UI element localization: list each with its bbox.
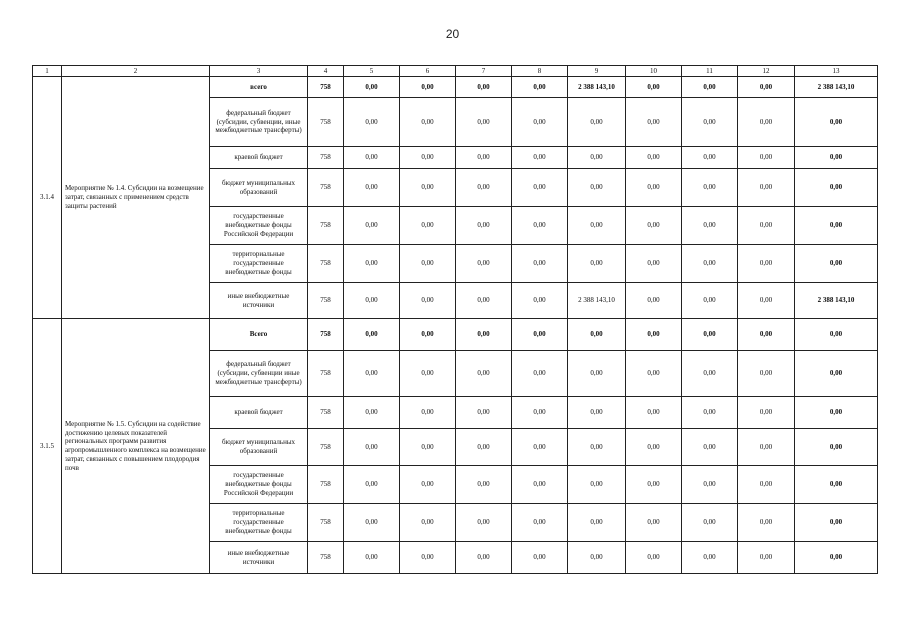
event-description: Мероприятие № 1.4. Субсидии на возмещение затрат, связанных с применением средств защиты растений xyxy=(62,77,210,319)
column-header-row xyxy=(33,66,878,77)
amount-cell: 0,00 xyxy=(400,542,456,574)
amount-cell: 0,00 xyxy=(738,207,795,245)
amount-cell: 0,00 xyxy=(344,98,400,147)
amount-cell: 0,00 xyxy=(795,397,878,429)
amount-cell: 0,00 xyxy=(738,542,795,574)
amount-cell: 0,00 xyxy=(795,98,878,147)
code-cell: 758 xyxy=(308,283,344,319)
code-cell: 758 xyxy=(308,429,344,466)
amount-cell: 0,00 xyxy=(456,542,512,574)
code-cell: 758 xyxy=(308,245,344,283)
column-header: 6 xyxy=(400,66,456,77)
amount-cell: 0,00 xyxy=(400,98,456,147)
amount-cell: 0,00 xyxy=(626,542,682,574)
amount-cell: 0,00 xyxy=(626,147,682,169)
amount-cell: 0,00 xyxy=(626,245,682,283)
amount-cell: 0,00 xyxy=(682,466,738,504)
amount-cell: 0,00 xyxy=(682,169,738,207)
amount-cell: 0,00 xyxy=(795,466,878,504)
column-header: 4 xyxy=(308,66,344,77)
column-header: 2 xyxy=(62,66,210,77)
item-code: 3.1.4 xyxy=(33,77,62,319)
amount-cell: 0,00 xyxy=(344,283,400,319)
amount-cell: 0,00 xyxy=(795,147,878,169)
amount-cell: 0,00 xyxy=(682,542,738,574)
amount-cell: 0,00 xyxy=(456,397,512,429)
page-number: 20 xyxy=(445,27,460,41)
table-row xyxy=(33,319,878,351)
code-cell: 758 xyxy=(308,466,344,504)
amount-cell: 0,00 xyxy=(456,466,512,504)
budget-table xyxy=(32,65,878,574)
column-header: 8 xyxy=(512,66,568,77)
amount-cell: 0,00 xyxy=(682,77,738,98)
table-row xyxy=(33,77,878,98)
column-header: 1 xyxy=(33,66,62,77)
amount-cell: 0,00 xyxy=(626,283,682,319)
amount-cell: 0,00 xyxy=(344,429,400,466)
amount-cell: 0,00 xyxy=(512,542,568,574)
event-description: Мероприятие № 1.5. Субсидии на содействие достижению целевых показателей региональных программ развития агропромышленного комплекса на возмещение затрат, связанных с повышением плодородия почв xyxy=(62,319,210,574)
amount-cell: 0,00 xyxy=(344,397,400,429)
amount-cell: 0,00 xyxy=(344,542,400,574)
amount-cell: 0,00 xyxy=(682,98,738,147)
amount-cell: 0,00 xyxy=(400,77,456,98)
amount-cell: 0,00 xyxy=(512,283,568,319)
amount-cell: 0,00 xyxy=(512,504,568,542)
funding-source: краевой бюджет xyxy=(210,397,308,429)
column-header: 13 xyxy=(795,66,878,77)
amount-cell: 0,00 xyxy=(626,77,682,98)
amount-cell: 0,00 xyxy=(512,98,568,147)
amount-cell: 0,00 xyxy=(795,245,878,283)
funding-source: федеральный бюджет (субсидии, субвенции, иные межбюджетные трансферты) xyxy=(210,98,308,147)
code-cell: 758 xyxy=(308,397,344,429)
amount-cell: 0,00 xyxy=(344,207,400,245)
amount-cell: 0,00 xyxy=(795,504,878,542)
amount-cell: 0,00 xyxy=(344,77,400,98)
amount-cell: 0,00 xyxy=(456,245,512,283)
amount-cell: 0,00 xyxy=(626,504,682,542)
amount-cell: 0,00 xyxy=(568,245,626,283)
amount-cell: 0,00 xyxy=(400,169,456,207)
amount-cell: 0,00 xyxy=(682,429,738,466)
column-header: 7 xyxy=(456,66,512,77)
amount-cell: 0,00 xyxy=(738,429,795,466)
amount-cell: 0,00 xyxy=(512,351,568,397)
amount-cell: 0,00 xyxy=(512,207,568,245)
amount-cell: 0,00 xyxy=(512,147,568,169)
amount-cell: 0,00 xyxy=(738,466,795,504)
amount-cell: 0,00 xyxy=(795,429,878,466)
amount-cell: 0,00 xyxy=(400,319,456,351)
funding-source: бюджет муниципальных образований xyxy=(210,429,308,466)
amount-cell: 0,00 xyxy=(456,147,512,169)
amount-cell: 0,00 xyxy=(738,147,795,169)
amount-cell: 0,00 xyxy=(626,397,682,429)
amount-cell: 0,00 xyxy=(682,504,738,542)
amount-cell: 0,00 xyxy=(512,397,568,429)
code-cell: 758 xyxy=(308,207,344,245)
amount-cell: 0,00 xyxy=(400,397,456,429)
amount-cell: 0,00 xyxy=(456,98,512,147)
funding-source: государственные внебюджетные фонды Российской Федерации xyxy=(210,207,308,245)
code-cell: 758 xyxy=(308,319,344,351)
column-header: 3 xyxy=(210,66,308,77)
amount-cell: 0,00 xyxy=(738,245,795,283)
amount-cell: 0,00 xyxy=(568,351,626,397)
amount-cell: 0,00 xyxy=(456,169,512,207)
amount-cell: 0,00 xyxy=(344,351,400,397)
amount-cell: 0,00 xyxy=(512,319,568,351)
amount-cell: 0,00 xyxy=(512,77,568,98)
amount-cell: 0,00 xyxy=(795,319,878,351)
amount-cell: 0,00 xyxy=(456,351,512,397)
amount-cell: 0,00 xyxy=(682,207,738,245)
amount-cell: 0,00 xyxy=(795,169,878,207)
amount-cell: 0,00 xyxy=(738,169,795,207)
amount-cell: 0,00 xyxy=(626,466,682,504)
amount-cell: 0,00 xyxy=(400,504,456,542)
amount-cell: 0,00 xyxy=(344,245,400,283)
amount-cell: 0,00 xyxy=(456,207,512,245)
funding-source: территориальные государственные внебюджетные фонды xyxy=(210,245,308,283)
amount-cell: 0,00 xyxy=(568,466,626,504)
amount-cell: 0,00 xyxy=(682,351,738,397)
code-cell: 758 xyxy=(308,77,344,98)
amount-cell: 0,00 xyxy=(795,542,878,574)
item-code: 3.1.5 xyxy=(33,319,62,574)
funding-source: всего xyxy=(210,77,308,98)
amount-cell: 0,00 xyxy=(344,169,400,207)
amount-cell: 0,00 xyxy=(795,207,878,245)
code-cell: 758 xyxy=(308,542,344,574)
amount-cell: 0,00 xyxy=(738,351,795,397)
amount-cell: 0,00 xyxy=(738,77,795,98)
funding-source: иные внебюджетные источники xyxy=(210,283,308,319)
amount-cell: 0,00 xyxy=(400,429,456,466)
amount-cell: 0,00 xyxy=(738,397,795,429)
table-body xyxy=(33,66,878,574)
amount-cell: 0,00 xyxy=(738,283,795,319)
amount-cell: 0,00 xyxy=(568,429,626,466)
amount-cell: 0,00 xyxy=(400,283,456,319)
amount-cell: 0,00 xyxy=(456,504,512,542)
funding-source: Всего xyxy=(210,319,308,351)
column-header: 12 xyxy=(738,66,795,77)
amount-cell: 0,00 xyxy=(400,147,456,169)
column-header: 5 xyxy=(344,66,400,77)
funding-source: иные внебюджетные источники xyxy=(210,542,308,574)
code-cell: 758 xyxy=(308,98,344,147)
amount-cell: 2 388 143,10 xyxy=(568,77,626,98)
amount-cell: 0,00 xyxy=(568,504,626,542)
amount-cell: 0,00 xyxy=(568,397,626,429)
amount-cell: 0,00 xyxy=(626,429,682,466)
amount-cell: 0,00 xyxy=(626,169,682,207)
amount-cell: 0,00 xyxy=(682,397,738,429)
amount-cell: 0,00 xyxy=(400,351,456,397)
funding-source: федеральный бюджет (субсидии, субвенции иные межбюджетные трансферты) xyxy=(210,351,308,397)
code-cell: 758 xyxy=(308,504,344,542)
column-header: 9 xyxy=(568,66,626,77)
amount-cell: 0,00 xyxy=(568,98,626,147)
amount-cell: 0,00 xyxy=(400,207,456,245)
amount-cell: 0,00 xyxy=(568,207,626,245)
amount-cell: 0,00 xyxy=(626,98,682,147)
amount-cell: 0,00 xyxy=(512,466,568,504)
amount-cell: 0,00 xyxy=(568,542,626,574)
amount-cell: 2 388 143,10 xyxy=(568,283,626,319)
amount-cell: 0,00 xyxy=(400,245,456,283)
amount-cell: 0,00 xyxy=(626,319,682,351)
column-header: 11 xyxy=(682,66,738,77)
funding-source: территориальные государственные внебюджетные фонды xyxy=(210,504,308,542)
amount-cell: 0,00 xyxy=(568,147,626,169)
amount-cell: 0,00 xyxy=(344,504,400,542)
amount-cell: 0,00 xyxy=(795,351,878,397)
amount-cell: 0,00 xyxy=(738,98,795,147)
code-cell: 758 xyxy=(308,147,344,169)
funding-source: бюджет муниципальных образований xyxy=(210,169,308,207)
amount-cell: 0,00 xyxy=(682,319,738,351)
amount-cell: 0,00 xyxy=(682,147,738,169)
funding-source: государственные внебюджетные фонды Российской Федерации xyxy=(210,466,308,504)
amount-cell: 0,00 xyxy=(456,283,512,319)
amount-cell: 0,00 xyxy=(456,77,512,98)
amount-cell: 0,00 xyxy=(456,319,512,351)
amount-cell: 0,00 xyxy=(682,283,738,319)
amount-cell: 2 388 143,10 xyxy=(795,77,878,98)
amount-cell: 0,00 xyxy=(344,319,400,351)
amount-cell: 0,00 xyxy=(682,245,738,283)
code-cell: 758 xyxy=(308,351,344,397)
column-header: 10 xyxy=(626,66,682,77)
amount-cell: 0,00 xyxy=(344,466,400,504)
amount-cell: 0,00 xyxy=(568,319,626,351)
amount-cell: 0,00 xyxy=(400,466,456,504)
amount-cell: 2 388 143,10 xyxy=(795,283,878,319)
funding-source: краевой бюджет xyxy=(210,147,308,169)
amount-cell: 0,00 xyxy=(512,429,568,466)
amount-cell: 0,00 xyxy=(512,169,568,207)
amount-cell: 0,00 xyxy=(344,147,400,169)
amount-cell: 0,00 xyxy=(456,429,512,466)
amount-cell: 0,00 xyxy=(568,169,626,207)
amount-cell: 0,00 xyxy=(738,504,795,542)
amount-cell: 0,00 xyxy=(626,207,682,245)
amount-cell: 0,00 xyxy=(512,245,568,283)
code-cell: 758 xyxy=(308,169,344,207)
amount-cell: 0,00 xyxy=(738,319,795,351)
amount-cell: 0,00 xyxy=(626,351,682,397)
